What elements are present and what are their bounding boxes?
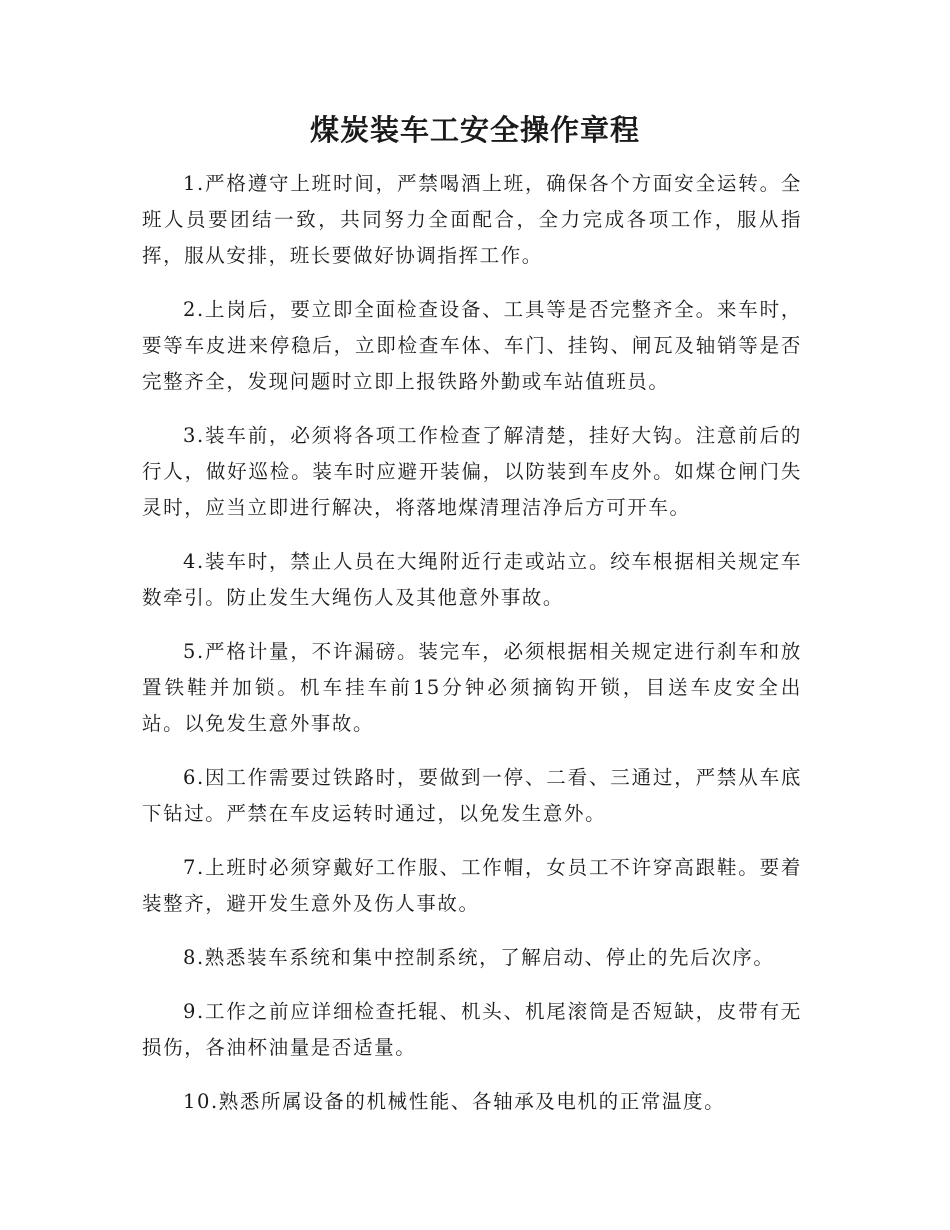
- paragraph-2: 2.上岗后，要立即全面检查设备、工具等是否完整齐全。来车时，要等车皮进来停稳后，立即检查车体、车门、挂钩、闸瓦及轴销等是否完整齐全，发现问题时立即上报铁路外勤或车站值班员。: [142, 298, 802, 393]
- paragraph-8: 8.熟悉装车系统和集中控制系统，了解启动、停止的先后次序。: [183, 946, 775, 969]
- paragraph-10: 10.熟悉所属设备的机械性能、各轴承及电机的正常温度。: [183, 1090, 726, 1113]
- paragraph-9: 9.工作之前应详细检查托辊、机头、机尾滚筒是否短缺，皮带有无损伤，各油杯油量是否适量。: [142, 1000, 802, 1059]
- paragraph-5: 5.严格计量，不许漏磅。装完车，必须根据相关规定进行刹车和放置铁鞋并加锁。机车挂车前15分钟必须摘钩开锁，目送车皮安全出站。以免发生意外事故。: [142, 640, 802, 735]
- document-title: 煤炭装车工安全操作章程: [309, 113, 640, 147]
- paragraph-4: 4.装车时，禁止人员在大绳附近行走或站立。绞车根据相关规定车数牵引。防止发生大绳伤人及其他意外事故。: [142, 550, 802, 609]
- paragraph-6: 6.因工作需要过铁路时，要做到一停、二看、三通过，严禁从车底下钻过。严禁在车皮运转时通过，以免发生意外。: [142, 766, 802, 825]
- paragraph-3: 3.装车前，必须将各项工作检查了解清楚，挂好大钩。注意前后的行人，做好巡检。装车时应避开装偏，以防装到车皮外。如煤仓闸门失灵时，应当立即进行解决，将落地煤清理洁净后方可开车。: [142, 424, 802, 519]
- paragraph-7: 7.上班时必须穿戴好工作服、工作帽，女员工不许穿高跟鞋。要着装整齐，避开发生意外及伤人事故。: [142, 856, 802, 915]
- document-body: [142, 166, 802, 1138]
- paragraph-1: 1.严格遵守上班时间，严禁喝酒上班，确保各个方面安全运转。全班人员要团结一致，共同努力全面配合，全力完成各项工作，服从指挥，服从安排，班长要做好协调指挥工作。: [142, 172, 802, 267]
